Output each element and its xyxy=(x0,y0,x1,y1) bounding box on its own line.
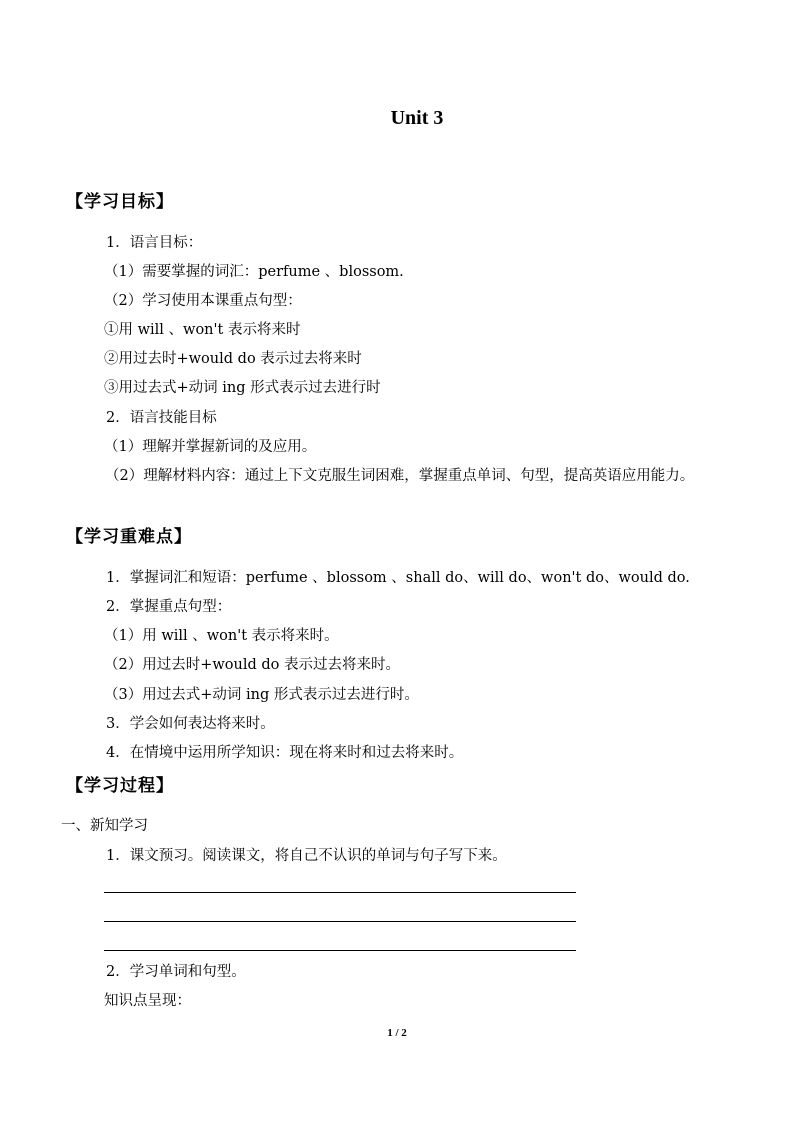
goals-item: （1）理解并掌握新词的及应用。 xyxy=(104,439,317,455)
key-points-item: 2．掌握重点句型： xyxy=(106,599,232,615)
key-points-item: （1）用 will 、won't 表示将来时。 xyxy=(104,628,339,644)
goals-item: ③用过去式+动词 ing 形式表示过去进行时 xyxy=(104,380,381,396)
goals-item: ①用 will 、won't 表示将来时 xyxy=(104,322,301,338)
goals-item: （2）学习使用本课重点句型： xyxy=(104,293,302,309)
answer-line[interactable] xyxy=(104,892,576,893)
goals-item: ②用过去时+would do 表示过去将来时 xyxy=(104,351,362,367)
key-points-item: 1．掌握词汇和短语：perfume 、blossom 、shall do、will do、won't do、would do. xyxy=(106,570,690,586)
process-heading: 【学习过程】 xyxy=(66,776,174,796)
process-item: 1．课文预习。阅读课文，将自己不认识的单词与句子写下来。 xyxy=(106,848,507,864)
key-points-item: （2）用过去时+would do 表示过去将来时。 xyxy=(104,657,401,673)
goals-item: 1．语言目标： xyxy=(106,235,203,251)
goals-heading: 【学习目标】 xyxy=(66,192,174,212)
process-item: 2．学习单词和句型。 xyxy=(106,964,246,980)
goals-item: 2．语言技能目标 xyxy=(106,410,217,426)
answer-line[interactable] xyxy=(104,921,576,922)
process-item: 知识点呈现： xyxy=(104,993,191,1009)
key-points-item: 4．在情境中运用所学知识：现在将来时和过去将来时。 xyxy=(106,745,464,761)
process-section-title: 一、新知学习 xyxy=(61,818,148,834)
key-points-item: 3．学会如何表达将来时。 xyxy=(106,716,275,732)
page-number: 1 / 2 xyxy=(387,1027,407,1039)
document-title: Unit 3 xyxy=(390,107,444,129)
key-points-item: （3）用过去式+动词 ing 形式表示过去进行时。 xyxy=(104,687,419,703)
goals-item: （1）需要掌握的词汇：perfume 、blossom. xyxy=(104,264,404,280)
answer-line[interactable] xyxy=(104,950,576,951)
key-points-heading: 【学习重难点】 xyxy=(66,527,192,547)
goals-item-wrapped: （2）理解材料内容：通过上下文克服生词困难，掌握重点单词、句型，提高英语应用能力。 xyxy=(105,468,695,484)
